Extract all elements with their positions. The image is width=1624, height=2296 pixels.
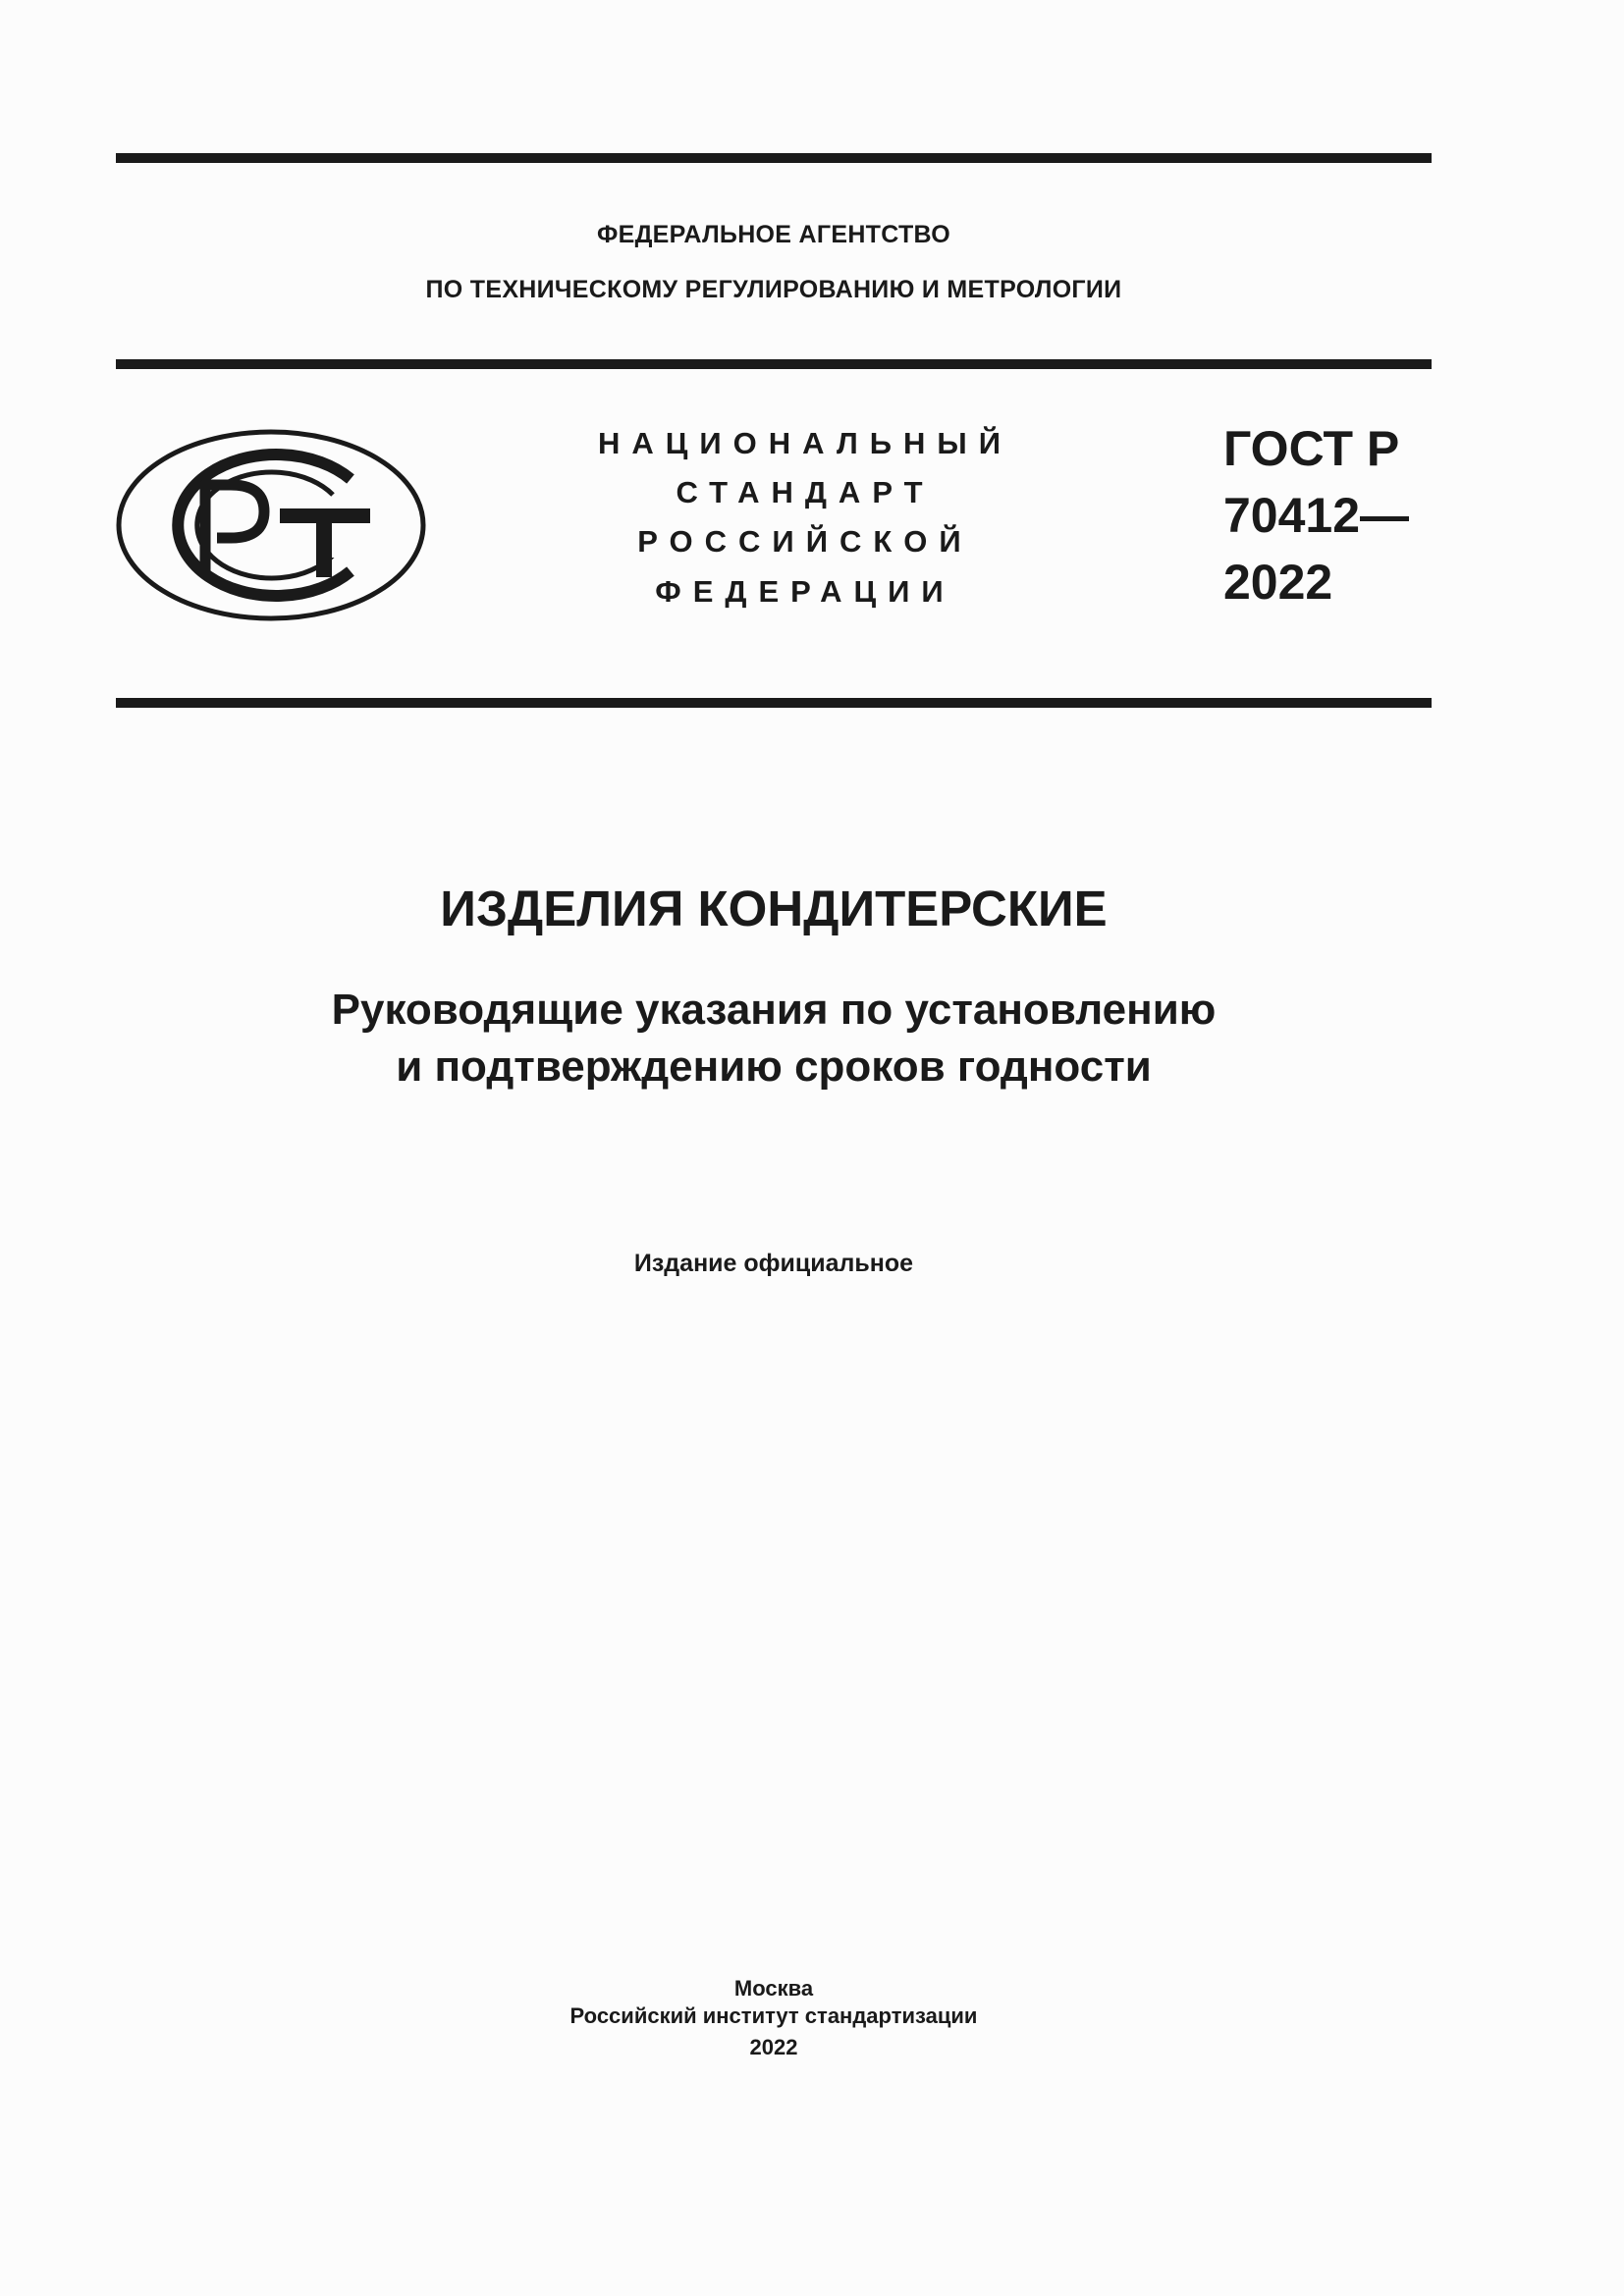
standard-type-line-2: СТАНДАРТ	[676, 475, 935, 509]
imprint-year: 2022	[749, 2035, 798, 2059]
standard-designation-year: 2022	[1223, 555, 1333, 610]
standard-designation-prefix: ГОСТ Р	[1223, 421, 1400, 476]
standard-type-line-4: ФЕДЕРАЦИИ	[655, 574, 955, 609]
document-title: ИЗДЕЛИЯ КОНДИТЕРСКИЕ	[440, 881, 1108, 936]
agency-name-line-1: ФЕДЕРАЛЬНОЕ АГЕНТСТВО	[596, 221, 951, 248]
top-divider	[116, 153, 1432, 163]
header-divider	[116, 359, 1432, 369]
imprint-publisher: Российский институт стандартизации	[569, 2003, 978, 2028]
document-subtitle-line-2: и подтверждению сроков годности	[396, 1042, 1152, 1091]
standard-type-line-1: НАЦИОНАЛЬНЫЙ	[597, 426, 1013, 460]
rst-certification-mark-icon	[115, 428, 427, 622]
edition-note: Издание официальное	[633, 1250, 914, 1277]
standard-type-line-3: РОССИЙСКОЙ	[637, 524, 973, 559]
agency-name-line-2: ПО ТЕХНИЧЕСКОМУ РЕГУЛИРОВАНИЮ И МЕТРОЛОГИИ	[425, 276, 1122, 303]
document-subtitle-line-1: Руководящие указания по установлению	[331, 986, 1217, 1034]
imprint-city: Москва	[733, 1976, 814, 2001]
title-block-divider	[116, 698, 1432, 708]
standard-designation-number: 70412—	[1223, 488, 1410, 543]
